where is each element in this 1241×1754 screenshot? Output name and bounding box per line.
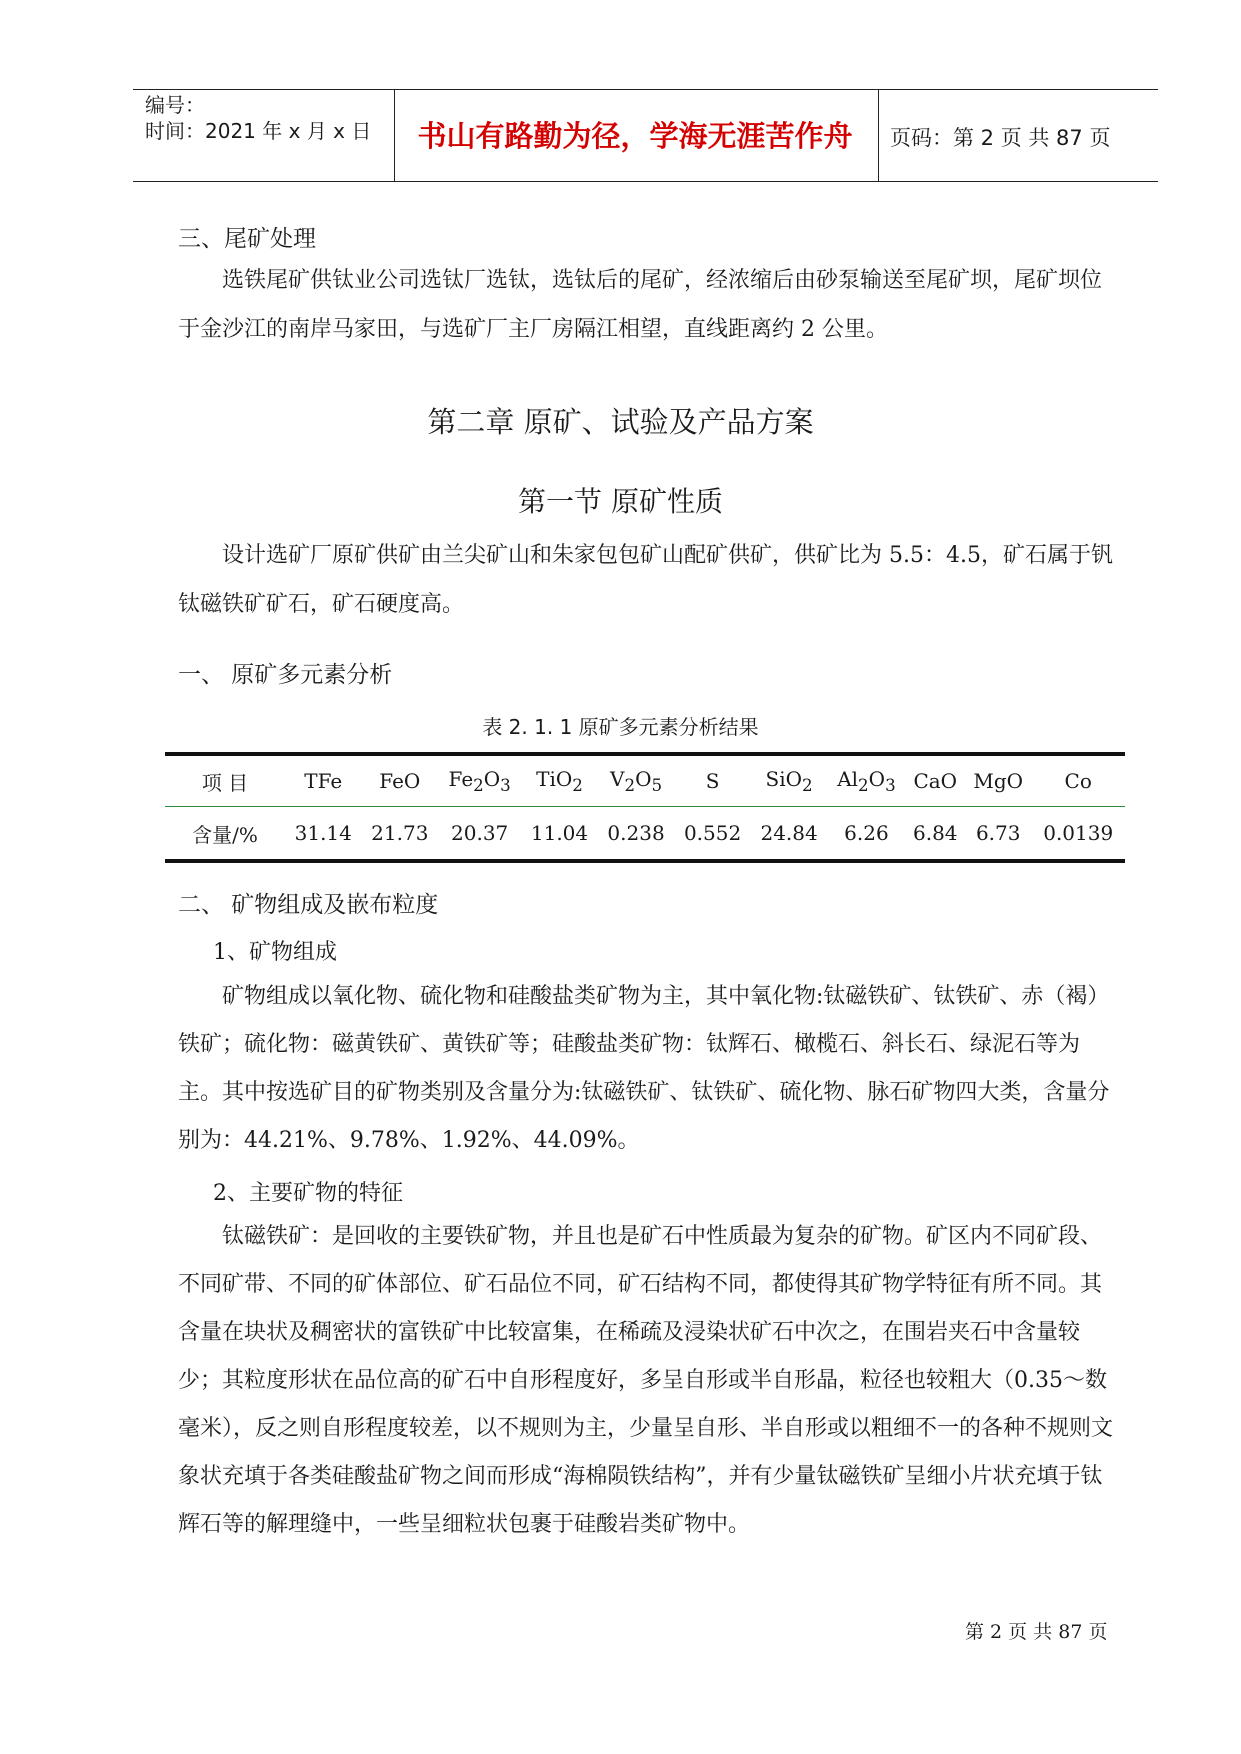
subheading-mineral-features: 2、主要矿物的特征 xyxy=(213,1181,403,1206)
section-heading-tailings: 三、尾矿处理 xyxy=(178,226,316,252)
table-cell: 6.84 xyxy=(906,807,966,862)
table-header-cell: SiO$_2$ xyxy=(751,754,828,807)
header-page-info: 页码：第 2 页 共 87 页 xyxy=(890,126,1111,150)
subheading-mineral-composition: 1、矿物组成 xyxy=(213,940,337,965)
table-cell: 0.552 xyxy=(674,807,751,862)
table-cell: 24.84 xyxy=(751,807,828,862)
table-cell: 21.73 xyxy=(362,807,439,862)
page-footer: 第 2 页 共 87 页 xyxy=(965,1621,1108,1643)
table-header-cell: TFe xyxy=(285,754,362,807)
header-top-rule xyxy=(133,89,1158,90)
table-row xyxy=(165,807,1125,862)
table-header-cell: $Al_2O_3$ xyxy=(827,754,905,807)
table-cell: 20.37 xyxy=(438,807,521,862)
table-cell: 6.26 xyxy=(827,807,905,862)
doc-number-label: 编号： xyxy=(145,93,205,117)
table-header-cell: TiO$_2$ xyxy=(521,754,598,807)
table-cell: 0.0139 xyxy=(1031,807,1125,862)
table-header-cell: $V_2O_5$ xyxy=(598,754,675,807)
element-analysis-table xyxy=(165,752,1125,863)
section-title: 第一节 原矿性质 xyxy=(518,485,723,518)
table-cell: 6.73 xyxy=(965,807,1031,862)
table-cell: 0.238 xyxy=(598,807,675,862)
paragraph-tailings: 选铁尾矿供钛业公司选钛厂选钛，选钛后的尾矿，经浓缩后由砂泵输送至尾矿坝，尾矿坝位于金沙江的南岸马家田，与选矿厂主厂房隔江相望，直线距离约 2 公里。 xyxy=(178,268,1103,342)
table-cell: 31.14 xyxy=(285,807,362,862)
header-bottom-rule xyxy=(133,181,1158,182)
doc-time-label: 时间：2021 年 x 月 x 日 xyxy=(145,119,372,143)
table-cell: 11.04 xyxy=(521,807,598,862)
table-header-cell: S xyxy=(674,754,751,807)
table-header-cell: CaO xyxy=(906,754,966,807)
table-header-cell: $Fe_2O_3$ xyxy=(438,754,521,807)
table-header-cell: Co xyxy=(1031,754,1125,807)
paragraph-mineral-features: 钛磁铁矿：是回收的主要铁矿物，并且也是矿石中性质最为复杂的矿物。矿区内不同矿段、不同矿带、不同的矿体部位、矿石品位不同，矿石结构不同，都使得其矿物学特征有所不同。其含量在块状及稠密状的富铁矿中比较富集，在稀疏及浸染状矿石中次之，在围岩夹石中含量较少；其粒度形状在品位高的矿石中自形程度好，多呈自形或半自形晶，粒径也较粗大（0.35～数毫米），反之则自形程度较差，以不规则为主，少量呈自形、半自形或以粗细不一的各种不规则文象状充填于各类硅酸盐矿物之间而形成“海棉陨铁结构”，并有少量钛磁铁矿呈细小片状充填于钛辉石等的解理缝中，一些呈细粒状包裹于硅酸岩类矿物中。 xyxy=(178,1224,1114,1537)
table-row-label: 项 目 xyxy=(165,754,285,807)
paragraph-mineral-composition: 矿物组成以氧化物、硫化物和硅酸盐类矿物为主，其中氧化物:钛磁铁矿、钛铁矿、赤（褐）铁矿；硫化物：磁黄铁矿、黄铁矿等；硅酸盐类矿物：钛辉石、橄榄石、斜长石、绿泥石等为主。其中按选矿目的矿物类别及含量分为:钛磁铁矿、钛铁矿、硫化物、脉石矿物四大类，含量分别为：44.21%、9.78%、1.92%、44.09%。 xyxy=(178,984,1110,1153)
part-heading-mineral-composition: 二、 矿物组成及嵌布粒度 xyxy=(178,892,439,918)
table-header-cell: FeO xyxy=(362,754,439,807)
chapter-title: 第二章 原矿、试验及产品方案 xyxy=(427,405,814,439)
part-heading-element-analysis: 一、 原矿多元素分析 xyxy=(178,662,393,688)
table-caption: 表 2. 1. 1 原矿多元素分析结果 xyxy=(482,715,759,739)
table-header-row xyxy=(165,754,1125,807)
header-motto: 书山有路勤为径，学海无涯苦作舟 xyxy=(417,119,853,153)
table-header-cell: MgO xyxy=(965,754,1031,807)
table-value-label: 含量/% xyxy=(165,807,285,862)
paragraph-ore-properties: 设计选矿厂原矿供矿由兰尖矿山和朱家包包矿山配矿供矿，供矿比为 5.5：4.5，矿石属于钒钛磁铁矿矿石，矿石硬度高。 xyxy=(178,543,1113,617)
header-divider-right xyxy=(878,89,879,181)
